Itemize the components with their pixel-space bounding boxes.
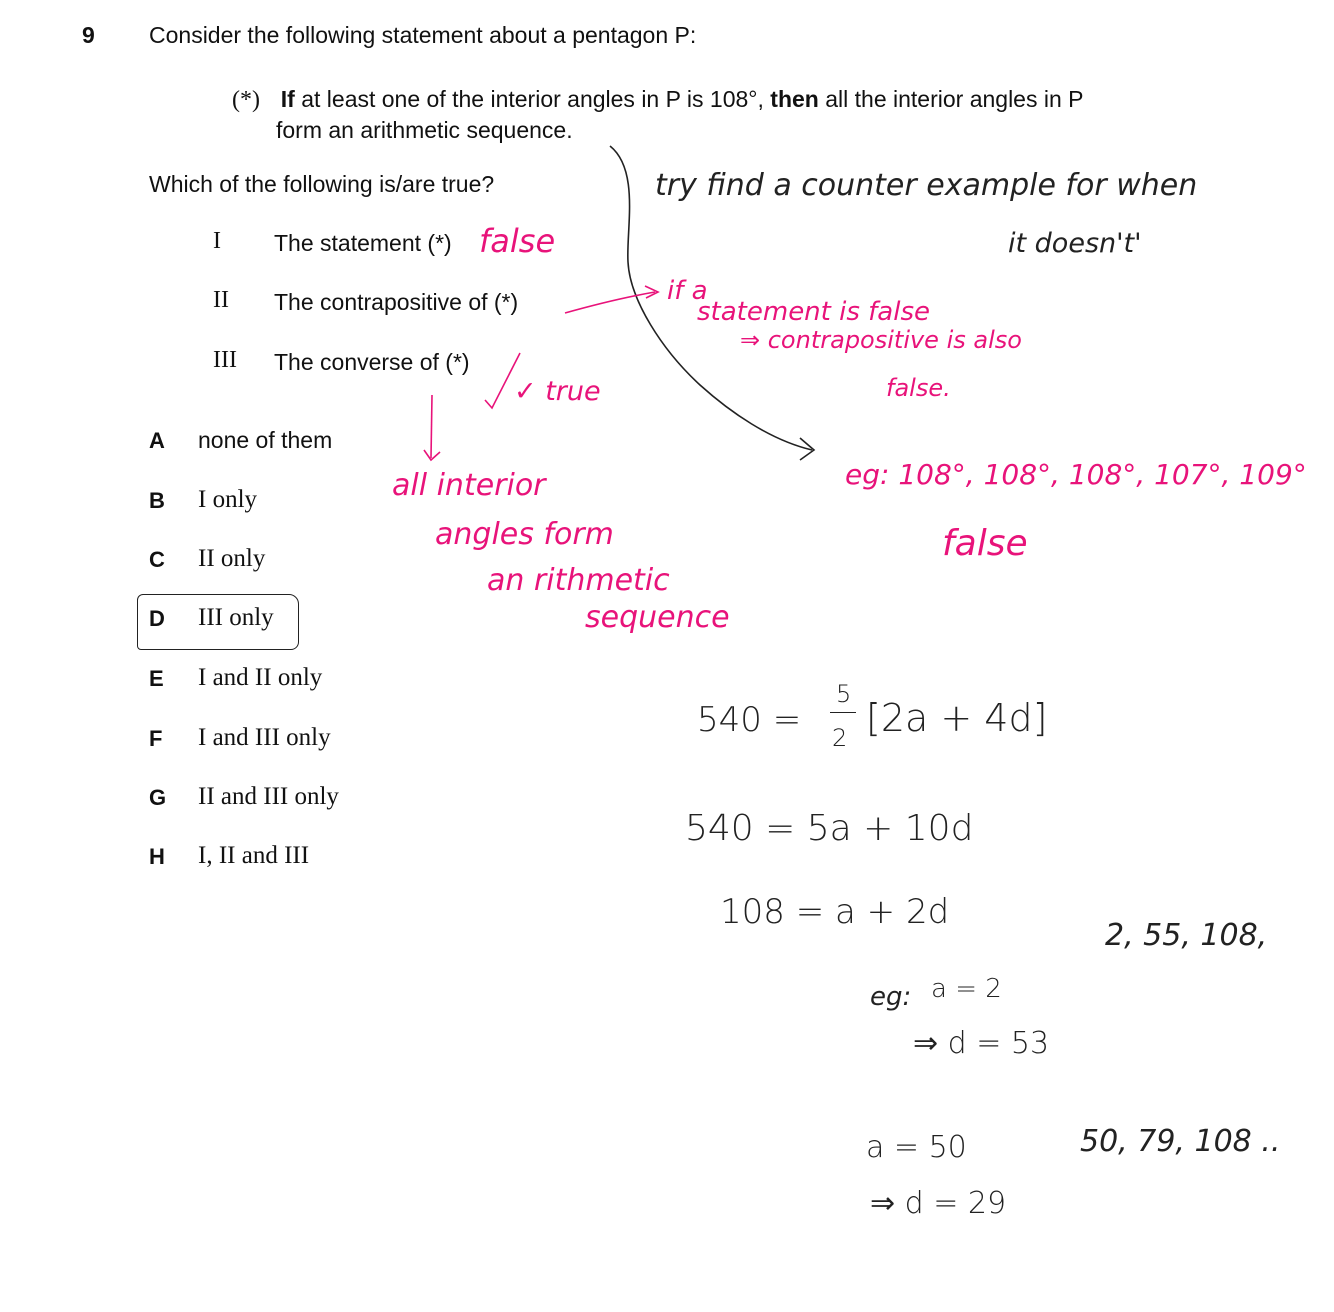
note-contra-line-4: false.: [886, 374, 951, 402]
option-letter-c[interactable]: C: [149, 547, 165, 572]
note-contra-line-2: statement is false: [697, 297, 931, 327]
note-converse-line-2: angles form: [435, 517, 614, 552]
note-contra-line-3: ⇒ contrapositive is also: [740, 326, 1022, 354]
note-example-false: false: [942, 523, 1028, 564]
working-line-1-numerator: 5: [836, 680, 852, 708]
note-counter-line-2: it doesn't': [1008, 228, 1142, 259]
option-letter-h[interactable]: H: [149, 844, 165, 869]
working-line-1-right: [2a + 4d]: [866, 696, 1048, 740]
option-letter-a[interactable]: A: [149, 428, 165, 453]
note-contra-line-1: if a: [667, 276, 708, 306]
option-text-h[interactable]: I, II and III: [198, 842, 310, 869]
note-example-angles: eg: 108°, 108°, 108°, 107°, 109°: [845, 458, 1307, 491]
working-fraction-bar: [830, 712, 856, 713]
working-line-2: 540 = 5a + 10d: [685, 808, 974, 849]
working-seq2: 50, 79, 108 ..: [1080, 1124, 1281, 1159]
item-text-2: The contrapositive of (*): [274, 289, 519, 315]
statement-then: then: [770, 86, 819, 112]
option-letter-e[interactable]: E: [149, 666, 164, 691]
working-eg1-a: a = 2: [931, 974, 1002, 1004]
option-letter-b[interactable]: B: [149, 488, 165, 513]
which-prompt: Which of the following is/are true?: [149, 171, 495, 197]
option-letter-d[interactable]: D: [149, 606, 165, 631]
option-text-g[interactable]: II and III only: [198, 783, 339, 810]
option-text-d[interactable]: III only: [198, 604, 274, 631]
option-letter-g[interactable]: G: [149, 785, 167, 810]
note-converse-line-3: an rithmetic: [487, 563, 670, 598]
note-counter-line-1: try find a counter example for when: [655, 168, 1198, 203]
arrow-converse-down: [431, 395, 432, 458]
item-text-3: The converse of (*): [274, 349, 470, 375]
option-text-a[interactable]: none of them: [198, 427, 333, 453]
question-number: 9: [82, 22, 95, 48]
option-text-b[interactable]: I only: [198, 486, 258, 513]
working-eg2-a: a = 50: [866, 1130, 967, 1165]
note-true: ✓ true: [514, 376, 601, 407]
statement-if: If: [280, 86, 295, 112]
option-text-f[interactable]: I and III only: [198, 724, 331, 751]
item-numeral-2: II: [213, 287, 229, 313]
working-eg2-d: ⇒ d = 29: [870, 1186, 1007, 1221]
note-converse-line-1: all interior: [392, 468, 546, 503]
working-seq1: 2, 55, 108,: [1105, 918, 1268, 953]
option-letter-f[interactable]: F: [149, 726, 163, 751]
working-eg1-d: ⇒ d = 53: [913, 1026, 1050, 1061]
statement-line-2: form an arithmetic sequence.: [276, 117, 573, 143]
working-line-1-left: 540 =: [697, 700, 802, 740]
working-line-3: 108 = a + 2d: [720, 892, 950, 932]
option-text-c[interactable]: II only: [198, 545, 266, 572]
item-text-1: The statement (*): [274, 230, 452, 256]
note-converse-line-4: sequence: [585, 600, 730, 635]
working-line-1-denominator: 2: [832, 724, 848, 752]
option-text-e[interactable]: I and II only: [198, 664, 323, 691]
question-prompt: Consider the following statement about a pentagon P:: [149, 22, 697, 48]
item-numeral-1: I: [213, 228, 221, 254]
note-false: false: [479, 222, 556, 260]
statement-conclusion: all the interior angles in P: [818, 86, 1084, 112]
arrow-head-converse: [424, 450, 440, 460]
statement-condition: at least one of the interior angles in P is 108°,: [294, 86, 771, 112]
working-eg-label: eg:: [870, 982, 912, 1012]
item-numeral-3: III: [213, 347, 237, 373]
statement-marker: (*): [232, 87, 260, 113]
